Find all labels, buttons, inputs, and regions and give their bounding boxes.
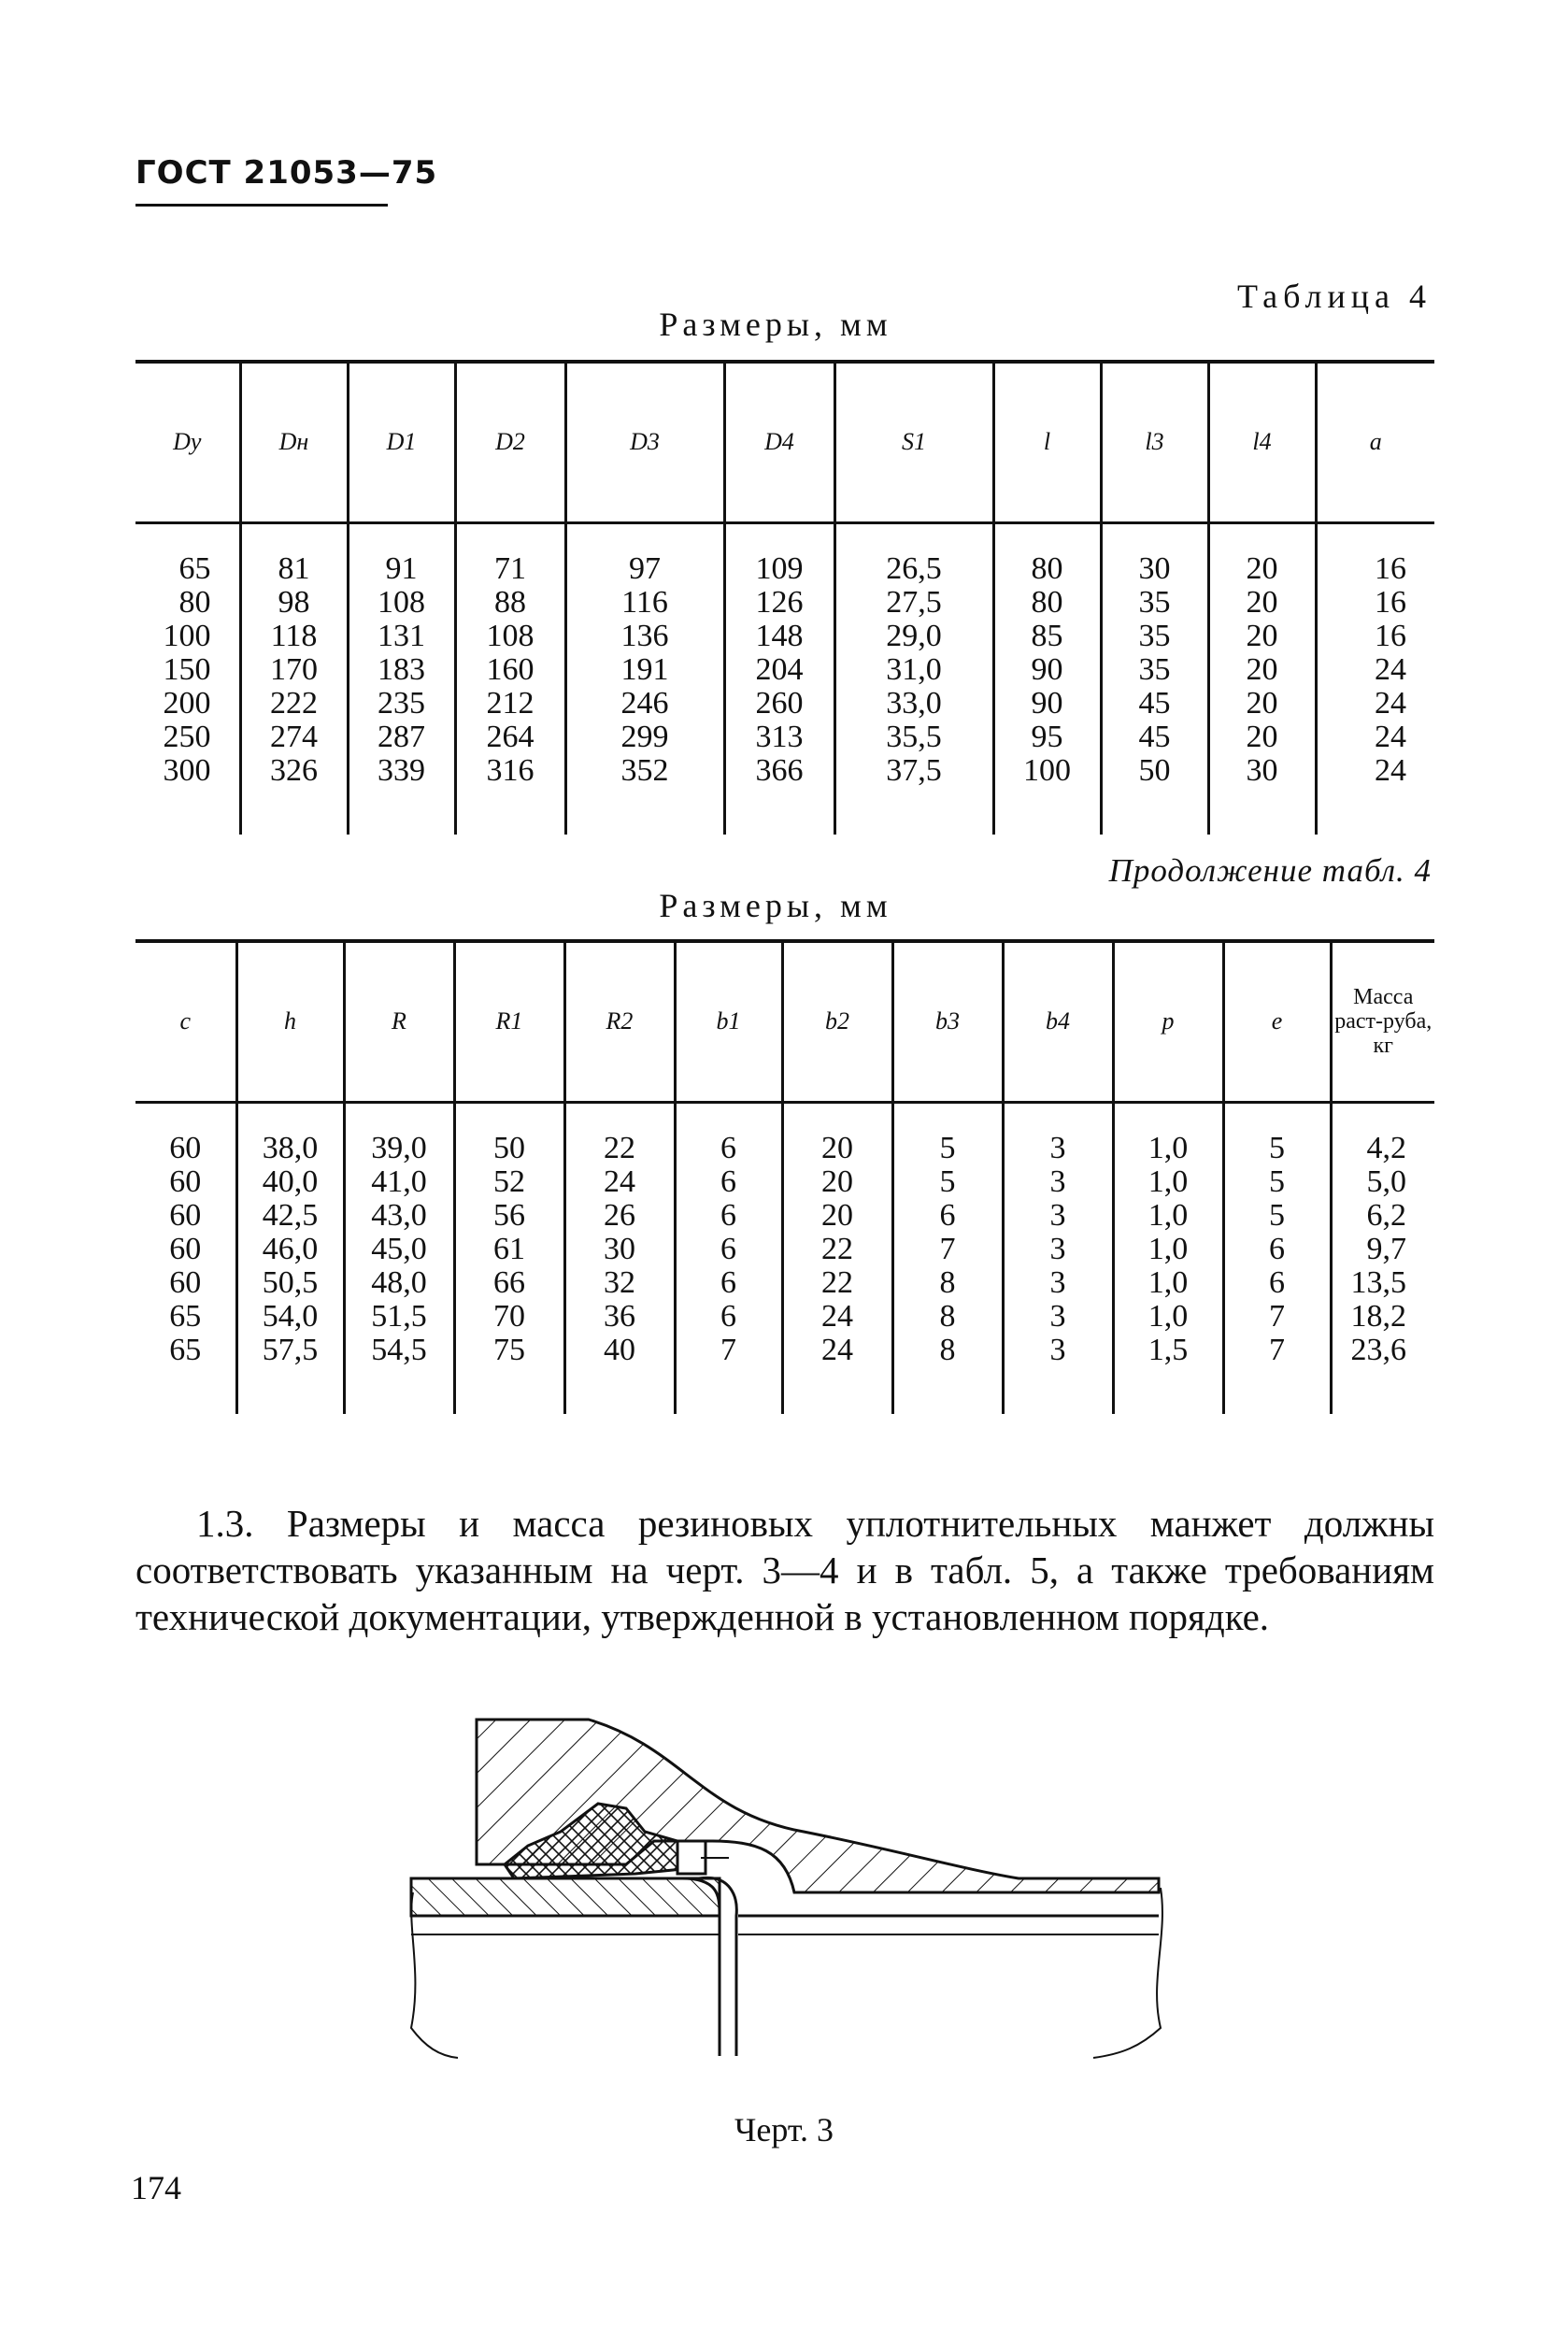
column-values xyxy=(724,522,834,835)
column-header: b3 xyxy=(892,941,1003,1102)
continuation-table xyxy=(135,939,1434,1414)
table-cell: 29,0 xyxy=(886,618,942,653)
table-cell: 22 xyxy=(821,1231,853,1266)
table-cell: 170 xyxy=(270,651,318,687)
table-cell: 3 xyxy=(1049,1197,1066,1233)
column-values xyxy=(1316,522,1434,835)
table-cell: 30 xyxy=(1246,752,1278,788)
table-cell: 33,0 xyxy=(886,685,942,721)
table-cell: 148 xyxy=(755,618,804,653)
table-cell: 24 xyxy=(1375,719,1406,754)
table-cell: 183 xyxy=(378,651,425,687)
column-values xyxy=(565,522,724,835)
column-header: b4 xyxy=(1003,941,1113,1102)
table-cell: 6 xyxy=(939,1197,956,1233)
column-values xyxy=(1208,522,1316,835)
table-cell: 45 xyxy=(1138,719,1171,754)
column-header: p xyxy=(1113,941,1223,1102)
table-cell: 1,0 xyxy=(1147,1197,1189,1233)
table-cell: 235 xyxy=(378,685,425,721)
paragraph-1-3 xyxy=(135,1500,1434,1640)
table-cell: 65 xyxy=(169,1298,202,1334)
table-cell: 20 xyxy=(1246,719,1278,754)
table-cell: 204 xyxy=(755,651,804,687)
table-cell: 6 xyxy=(720,1298,736,1334)
column-header: e xyxy=(1223,941,1331,1102)
table-cell: 65 xyxy=(178,550,211,586)
table-cell: 287 xyxy=(378,719,425,754)
table-cell: 7 xyxy=(720,1332,736,1367)
table-cell: 6 xyxy=(720,1264,736,1300)
table-cell: 6 xyxy=(720,1197,736,1233)
table-cell: 5 xyxy=(939,1163,956,1199)
table-cell: 326 xyxy=(270,752,318,788)
column-header: Dу xyxy=(135,362,240,522)
table-cell: 60 xyxy=(169,1264,202,1300)
table-cell: 26 xyxy=(604,1197,635,1233)
table-cell: 90 xyxy=(1031,685,1063,721)
table-cell: 100 xyxy=(1023,752,1071,788)
table-cell: 48,0 xyxy=(371,1264,427,1300)
table-cell: 80 xyxy=(1031,584,1063,620)
table-cell: 61 xyxy=(493,1231,525,1266)
table-cell: 50 xyxy=(493,1130,525,1165)
table-cell: 22 xyxy=(821,1264,853,1300)
table-cell: 1,5 xyxy=(1147,1332,1189,1367)
column-values xyxy=(1101,522,1208,835)
table-cell: 20 xyxy=(1246,618,1278,653)
table-cell: 40,0 xyxy=(262,1163,319,1199)
table-cell: 16 xyxy=(1375,550,1406,586)
table-cell: 5,0 xyxy=(1366,1163,1406,1199)
table-cell: 8 xyxy=(939,1332,956,1367)
table-cell: 20 xyxy=(821,1197,853,1233)
column-header: D1 xyxy=(348,362,455,522)
table-cell: 24 xyxy=(1375,651,1406,687)
continuation-label: Продолжение табл. 4 xyxy=(1108,852,1432,889)
table-cell: 45 xyxy=(1138,685,1171,721)
column-values xyxy=(135,522,240,835)
column-values xyxy=(1003,1102,1113,1414)
table-cell: 26,5 xyxy=(886,550,942,586)
table-cell: 1,0 xyxy=(1147,1130,1189,1165)
table-cell: 1,0 xyxy=(1147,1298,1189,1334)
column-header: D4 xyxy=(724,362,834,522)
table-cell: 20 xyxy=(1246,651,1278,687)
table-cell: 20 xyxy=(821,1163,853,1199)
header-rule xyxy=(135,204,388,207)
table-cell: 22 xyxy=(604,1130,635,1165)
table-cell: 60 xyxy=(169,1163,202,1199)
column-values xyxy=(1223,1102,1331,1414)
table-cell: 3 xyxy=(1049,1332,1066,1367)
table-cell: 35,5 xyxy=(886,719,942,754)
table-cell: 65 xyxy=(169,1332,202,1367)
table-cell: 24 xyxy=(1375,685,1406,721)
table-cell: 66 xyxy=(493,1264,525,1300)
table-cell: 27,5 xyxy=(886,584,942,620)
column-values xyxy=(675,1102,782,1414)
table-cell: 299 xyxy=(620,719,669,754)
table-cell: 6 xyxy=(1269,1231,1285,1266)
table-cell: 56 xyxy=(493,1197,525,1233)
column-values xyxy=(1113,1102,1223,1414)
column-header: l xyxy=(993,362,1101,522)
table-cell: 81 xyxy=(278,550,310,586)
table-cell: 24 xyxy=(604,1163,635,1199)
column-values xyxy=(344,1102,454,1414)
table-cell: 1,0 xyxy=(1147,1163,1189,1199)
table-cell: 3 xyxy=(1049,1298,1066,1334)
table-cell: 30 xyxy=(604,1231,635,1266)
dimensions-table xyxy=(135,360,1434,835)
table-cell: 3 xyxy=(1049,1264,1066,1300)
table-cell: 5 xyxy=(1269,1130,1285,1165)
column-values xyxy=(1331,1102,1434,1414)
table-cell: 16 xyxy=(1375,584,1406,620)
table-cell: 71 xyxy=(494,550,526,586)
table-cell: 366 xyxy=(755,752,804,788)
table-cell: 5 xyxy=(1269,1163,1285,1199)
table-cell: 24 xyxy=(821,1332,853,1367)
table-cell: 80 xyxy=(1031,550,1063,586)
paragraph-text: 1.3. Размеры и масса резиновых уплотнительных манжет должны соответствовать указанным на черт. 3—4 и в табл. 5, а также требованиям технической документации, утвержденной в установленном порядке. xyxy=(135,1502,1434,1638)
column-header: b2 xyxy=(782,941,892,1102)
column-values xyxy=(240,522,348,835)
column-values xyxy=(892,1102,1003,1414)
table-cell: 160 xyxy=(486,651,535,687)
table-cell: 100 xyxy=(163,618,211,653)
table-cell: 7 xyxy=(1269,1332,1285,1367)
table-cell: 264 xyxy=(486,719,535,754)
table-cell: 32 xyxy=(604,1264,635,1300)
table-cell: 5 xyxy=(939,1130,956,1165)
table-cell: 60 xyxy=(169,1231,202,1266)
column-values xyxy=(135,1102,236,1414)
table-cell: 191 xyxy=(620,651,669,687)
column-header: R1 xyxy=(454,941,564,1102)
column-header: h xyxy=(236,941,344,1102)
table-cell: 50 xyxy=(1138,752,1171,788)
table-cell: 70 xyxy=(493,1298,525,1334)
table-cell: 97 xyxy=(629,550,661,586)
table-cell: 1,0 xyxy=(1147,1264,1189,1300)
table-cell: 136 xyxy=(620,618,669,653)
column-values xyxy=(454,1102,564,1414)
table-cell: 37,5 xyxy=(886,752,942,788)
table-cell: 98 xyxy=(278,584,310,620)
table-cell: 131 xyxy=(378,618,425,653)
table-cell: 6 xyxy=(1269,1264,1285,1300)
pipe-wall xyxy=(411,1877,1159,2056)
table-cell: 212 xyxy=(486,685,535,721)
column-header: D3 xyxy=(565,362,724,522)
table-cell: 38,0 xyxy=(262,1130,319,1165)
column-header: b1 xyxy=(675,941,782,1102)
column-header: S1 xyxy=(834,362,993,522)
table-cell: 54,5 xyxy=(371,1332,427,1367)
table-cell: 20 xyxy=(1246,584,1278,620)
table-cell: 8 xyxy=(939,1298,956,1334)
column-header: c xyxy=(135,941,236,1102)
units-label: Размеры, мм xyxy=(659,306,892,343)
table-cell: 80 xyxy=(178,584,211,620)
table-cell: 40 xyxy=(604,1332,635,1367)
table-cell: 116 xyxy=(621,584,668,620)
table-cell: 20 xyxy=(1246,685,1278,721)
table-cell: 52 xyxy=(493,1163,525,1199)
table-cell: 23,6 xyxy=(1350,1332,1406,1367)
table-cell: 13,5 xyxy=(1350,1264,1406,1300)
table-cell: 6 xyxy=(720,1130,736,1165)
table-cell: 126 xyxy=(755,584,804,620)
table-cell: 118 xyxy=(270,618,318,653)
table-cell: 300 xyxy=(163,752,211,788)
table-cell: 24 xyxy=(821,1298,853,1334)
table-cell: 42,5 xyxy=(262,1197,319,1233)
table-cell: 43,0 xyxy=(371,1197,427,1233)
table-cell: 35 xyxy=(1138,651,1171,687)
table-cell: 250 xyxy=(163,719,211,754)
table-cell: 31,0 xyxy=(886,651,942,687)
column-header: R2 xyxy=(564,941,675,1102)
table-cell: 54,0 xyxy=(262,1298,319,1334)
table-cell: 246 xyxy=(620,685,669,721)
column-header: R xyxy=(344,941,454,1102)
column-header: a xyxy=(1316,362,1434,522)
table-cell: 7 xyxy=(1269,1298,1285,1334)
column-values xyxy=(236,1102,344,1414)
table-cell: 5 xyxy=(1269,1197,1285,1233)
table-cell: 60 xyxy=(169,1197,202,1233)
table-cell: 274 xyxy=(270,719,318,754)
table-cell: 339 xyxy=(378,752,425,788)
table-cell: 3 xyxy=(1049,1231,1066,1266)
table-cell: 30 xyxy=(1138,550,1171,586)
column-values xyxy=(455,522,565,835)
table-cell: 7 xyxy=(939,1231,956,1266)
table-cell: 16 xyxy=(1375,618,1406,653)
table-cell: 109 xyxy=(755,550,804,586)
table-cell: 1,0 xyxy=(1147,1231,1189,1266)
table-cell: 51,5 xyxy=(371,1298,427,1334)
table-cell: 313 xyxy=(755,719,804,754)
table-cell: 46,0 xyxy=(262,1231,319,1266)
standard-header: ГОСТ 21053—75 xyxy=(135,154,438,192)
table-cell: 18,2 xyxy=(1350,1298,1406,1334)
column-values xyxy=(564,1102,675,1414)
page-number: 174 xyxy=(131,2169,181,2206)
table-cell: 95 xyxy=(1031,719,1063,754)
table-cell: 108 xyxy=(378,584,425,620)
table-cell: 36 xyxy=(604,1298,635,1334)
table-cell: 8 xyxy=(939,1264,956,1300)
column-header: Масса раст-руба, кг xyxy=(1331,941,1434,1102)
column-header: D2 xyxy=(455,362,565,522)
table-cell: 20 xyxy=(1246,550,1278,586)
column-values xyxy=(834,522,993,835)
drawing-figure-3 xyxy=(402,1710,1177,2065)
table-cell: 6 xyxy=(720,1231,736,1266)
table-cell: 60 xyxy=(169,1130,202,1165)
table-cell: 108 xyxy=(486,618,535,653)
column-header: Dн xyxy=(240,362,348,522)
table-cell: 91 xyxy=(385,550,418,586)
table-cell: 88 xyxy=(494,584,526,620)
table-cell: 57,5 xyxy=(262,1332,319,1367)
table-cell: 316 xyxy=(486,752,535,788)
column-values xyxy=(782,1102,892,1414)
column-header: l3 xyxy=(1101,362,1208,522)
table-cell: 260 xyxy=(755,685,804,721)
table-cell: 50,5 xyxy=(262,1264,319,1300)
table-cell: 35 xyxy=(1138,618,1171,653)
figure-caption: Черт. 3 xyxy=(734,2111,834,2148)
table-cell: 352 xyxy=(620,752,669,788)
table-cell: 150 xyxy=(163,651,211,687)
table-cell: 6,2 xyxy=(1366,1197,1406,1233)
column-header: l4 xyxy=(1208,362,1316,522)
table-label: Таблица 4 xyxy=(1237,278,1432,315)
table-cell: 85 xyxy=(1031,618,1063,653)
table-cell: 75 xyxy=(493,1332,525,1367)
table-cell: 3 xyxy=(1049,1163,1066,1199)
table-cell: 200 xyxy=(163,685,211,721)
units-label-2: Размеры, мм xyxy=(659,887,892,924)
table-cell: 9,7 xyxy=(1366,1231,1406,1266)
table-cell: 39,0 xyxy=(371,1130,427,1165)
table-cell: 3 xyxy=(1049,1130,1066,1165)
table-cell: 4,2 xyxy=(1366,1130,1406,1165)
table-cell: 35 xyxy=(1138,584,1171,620)
table-cell: 45,0 xyxy=(371,1231,427,1266)
table-cell: 222 xyxy=(270,685,318,721)
table-cell: 41,0 xyxy=(371,1163,427,1199)
table-cell: 6 xyxy=(720,1163,736,1199)
column-values xyxy=(993,522,1101,835)
table-cell: 20 xyxy=(821,1130,853,1165)
table-cell: 90 xyxy=(1031,651,1063,687)
column-values xyxy=(348,522,455,835)
table-cell: 24 xyxy=(1375,752,1406,788)
